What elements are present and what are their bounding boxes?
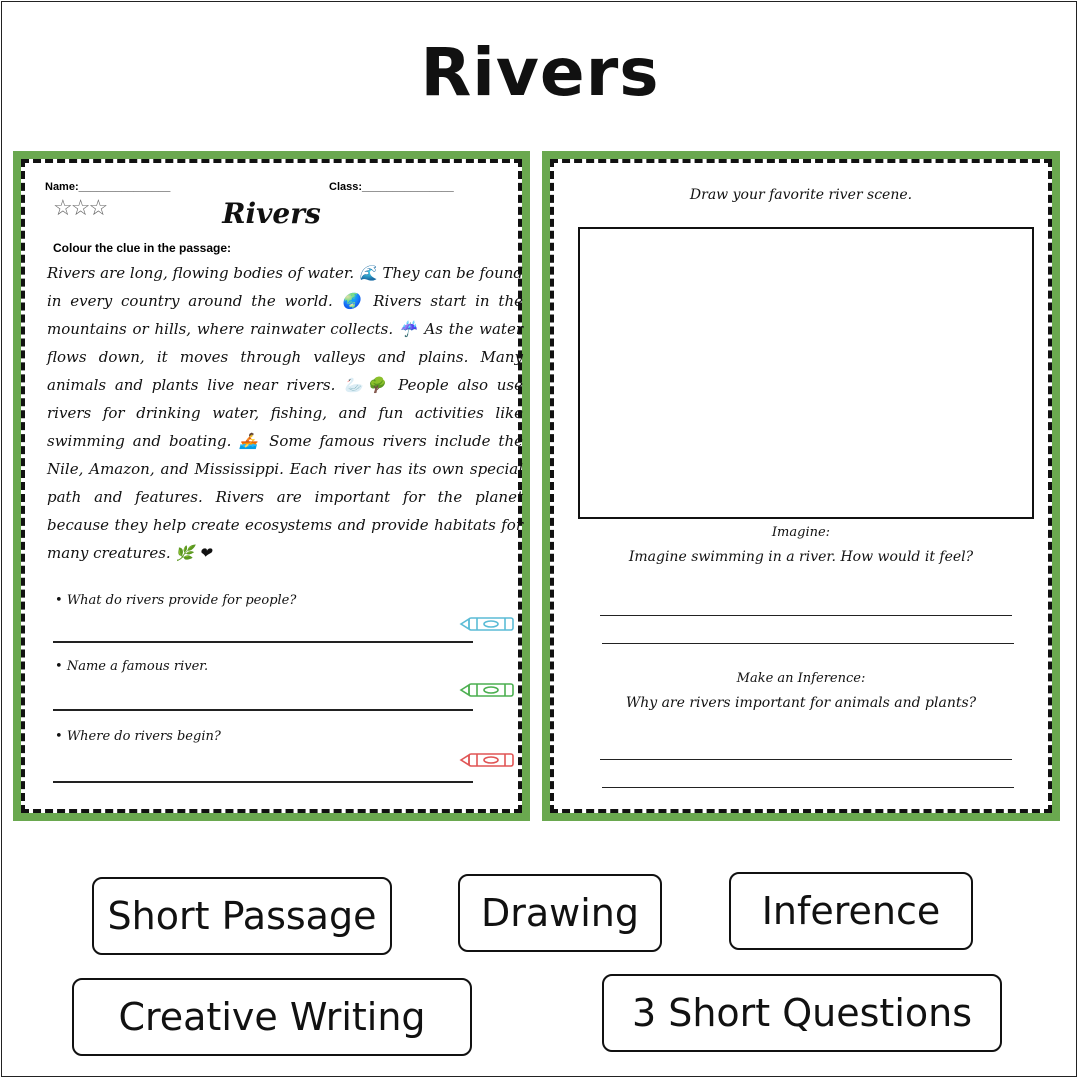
inference-question: Why are rivers important for animals and plants? [625,695,977,711]
crayon-icon [459,616,519,632]
answer-line-3[interactable] [53,781,473,783]
worksheet-paper [31,169,523,803]
worksheet-title: Rivers [222,197,321,230]
question-1: • What do rivers provide for people? [55,593,297,608]
question-3: • Where do rivers begin? [55,729,221,744]
inference-answer-line-1[interactable] [600,759,1012,760]
crayon-icon [459,752,519,768]
crayon-icon [459,682,519,698]
tag-drawing: Drawing [458,874,662,952]
imagine-answer-line-2[interactable] [602,643,1014,644]
worksheet-passage-page [13,151,530,821]
inference-heading: Make an Inference: [736,671,866,686]
name-field-label: Name:_______________ [45,181,171,193]
worksheet-activity-page [542,151,1060,821]
worksheet-paper [560,169,1042,803]
reading-passage: Rivers are long, flowing bodies of water. 🌊 They can be found in every country around the world. 🌏 Rivers start in the mountains or hills, where rainwater collects. ☔ As the water flows down, it moves through valleys and plains. Many animals and plants live near rivers. 🦢🌳 People also use rivers for drinking water, fishing, and fun activities like swimming and boating. 🚣 Some famous rivers include the Nile, Amazon, and Mississippi. Each river has its own special path and features. Rivers are important for the planet because they help create ecosystems and provide habitats for many creatures. 🌿 ❤ [47,264,523,562]
draw-prompt: Draw your favorite river scene. [689,187,913,203]
drawing-area[interactable] [578,227,1034,519]
question-1-text: What do rivers provide for people? [66,593,297,608]
dashed-border [550,159,1052,813]
question-2: • Name a famous river. [55,659,209,674]
answer-line-1[interactable] [53,641,473,643]
tag-inference: Inference [729,872,973,950]
rating-stars-icon: ☆☆☆ [53,195,107,220]
class-field-label: Class:_______________ [329,181,454,193]
question-2-text: Name a famous river. [66,659,209,674]
dashed-border [21,159,522,813]
tag-creative-writing: Creative Writing [72,978,472,1056]
crayon-2-shape [461,684,513,696]
question-3-text: Where do rivers begin? [66,729,221,744]
instruction-text: Colour the clue in the passage: [53,241,232,255]
page-title: Rivers [420,34,660,111]
imagine-answer-line-1[interactable] [600,615,1012,616]
crayon-3-shape [461,754,513,766]
imagine-question: Imagine swimming in a river. How would it feel? [628,549,974,565]
inference-answer-line-2[interactable] [602,787,1014,788]
tag-short-passage: Short Passage [92,877,392,955]
imagine-heading: Imagine: [771,525,831,540]
answer-line-2[interactable] [53,709,473,711]
tag-short-questions: 3 Short Questions [602,974,1002,1052]
crayon-1-shape [461,618,513,630]
